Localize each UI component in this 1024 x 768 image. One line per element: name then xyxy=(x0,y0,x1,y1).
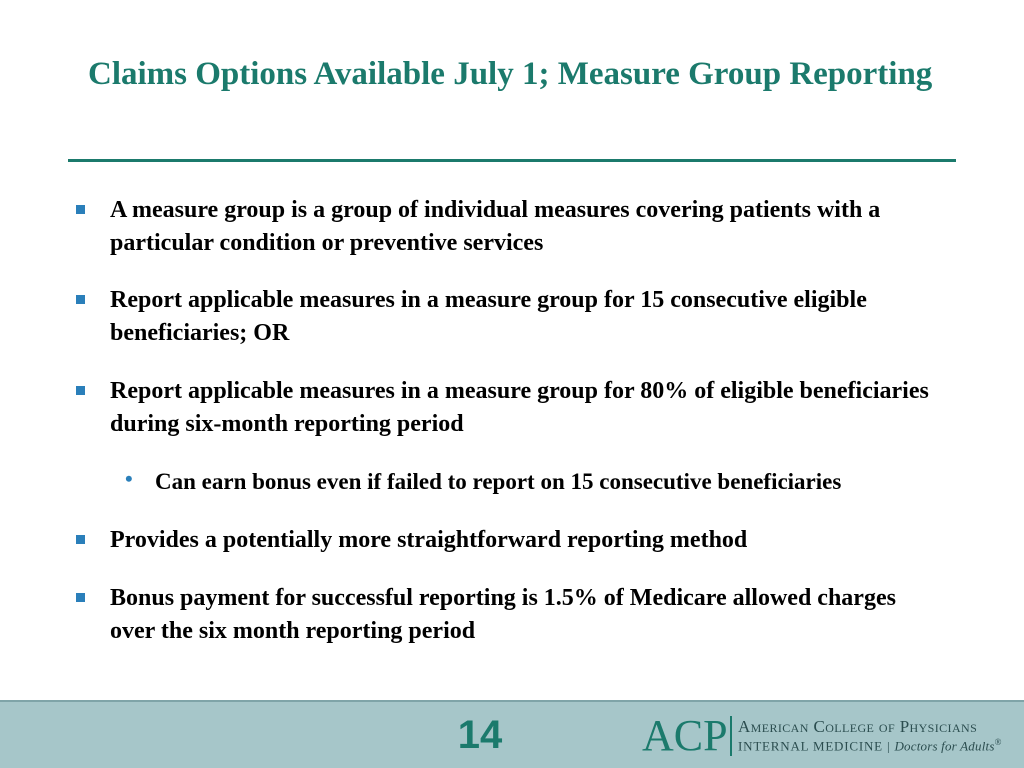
square-bullet-icon xyxy=(76,295,85,304)
square-bullet-icon xyxy=(76,386,85,395)
sub-bullet-item xyxy=(70,465,940,498)
bullet-item xyxy=(70,375,940,441)
bullet-text: Bonus payment for successful reporting is 1.5% of Medicare allowed charges over the six month reporting period xyxy=(110,585,896,644)
logo-divider xyxy=(730,716,732,756)
slide-title: Claims Options Available July 1; Measure Group Reporting xyxy=(88,56,933,92)
logo-specialty: INTERNAL MEDICINE xyxy=(738,738,883,754)
logo-acronym: ACP xyxy=(642,711,728,760)
bullet-text: Provides a potentially more straightforward reporting method xyxy=(110,527,748,553)
square-bullet-icon xyxy=(76,535,85,544)
bullet-text: Report applicable measures in a measure group for 15 consecutive eligible beneficiaries; OR xyxy=(110,287,867,346)
title-divider xyxy=(68,159,956,162)
logo-separator: | xyxy=(886,738,891,754)
acp-logo xyxy=(642,712,1002,760)
logo-organization: American College of Physicians xyxy=(738,717,978,736)
square-bullet-icon xyxy=(76,205,85,214)
bullet-text: A measure group is a group of individual measures covering patients with a particular condition or preventive services xyxy=(110,197,881,256)
logo-tagline: Doctors for Adults xyxy=(894,738,995,754)
footer-bar xyxy=(0,700,1024,768)
bullet-item xyxy=(70,524,940,557)
square-bullet-icon xyxy=(76,593,85,602)
registered-mark: ® xyxy=(994,737,1003,747)
sub-bullet-text: Can earn bonus even if failed to report on 15 consecutive beneficiaries xyxy=(155,469,842,494)
bullet-item xyxy=(70,582,940,648)
logo-subtitle xyxy=(738,737,1002,754)
bullet-item xyxy=(70,284,940,350)
page-number: 14 xyxy=(457,713,503,757)
round-bullet-icon: • xyxy=(125,466,133,491)
bullet-item xyxy=(70,194,940,260)
bullet-list xyxy=(70,194,940,648)
bullet-text: Report applicable measures in a measure group for 80% of eligible beneficiaries during six-month reporting period xyxy=(110,378,929,437)
